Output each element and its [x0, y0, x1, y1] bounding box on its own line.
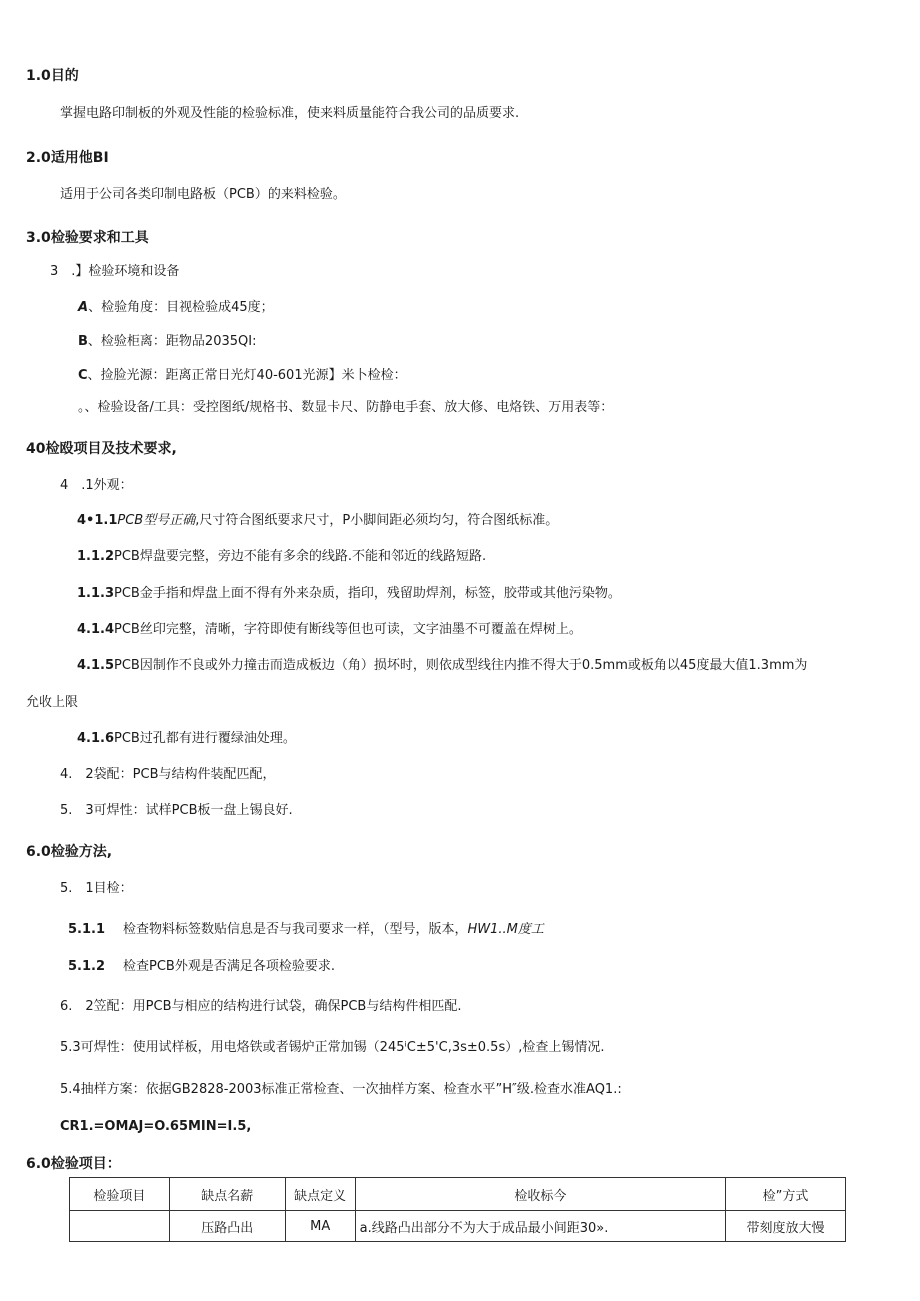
section-3-item-a [78, 298, 274, 318]
table-cell: MA [285, 1211, 355, 1242]
item-4-1-2-text: PCB焊盘要完整，旁边不能有多余的线路.不能和邻近的线路短路. [114, 549, 487, 564]
item-b-text: 、检验柜离：距物品2035QI: [87, 334, 257, 349]
section-1-body: 掌握电路印制板的外观及性能的检验标准，使来料质量能符合我公司的品质要求. [60, 106, 520, 121]
item-4-1-5 [77, 656, 807, 676]
item-4-1-5-continuation: 允收上限 [26, 695, 79, 710]
section-4-3: 5. 3可焊性：试样PCB板一盘上锡良好. [60, 803, 293, 818]
table-cell [70, 1211, 170, 1242]
inspection-table [69, 1177, 846, 1242]
item-5-1-2-text: 检查PCB外观是否满足各项检验要求. [123, 959, 335, 974]
aql-values: CR1.=OMAJ=O.65MIN=I.5, [60, 1119, 252, 1134]
section-items-heading: 6.0检验项目： [26, 1156, 121, 1172]
table-header-cell: 缺点定义 [285, 1178, 355, 1211]
section-3-item-b [78, 332, 256, 352]
section-4-1: 4 .1外观： [60, 478, 133, 493]
section-1-heading [26, 66, 79, 86]
section-4-heading: 40检殴项目及技术要求, [26, 441, 177, 457]
section-2-number: 2.0 [26, 150, 51, 166]
item-4-1-2 [77, 547, 486, 567]
section-methods-heading: 6.0检验方法, [26, 844, 113, 860]
item-c-mark: C [78, 368, 88, 383]
section-5-2: 6. 2笠配：用PCB与相应的结构进行试袋，确保PCB与结构件相匹配. [60, 999, 462, 1014]
item-a-text: 、检验角度：目视检验成45度； [88, 300, 274, 315]
table-header-cell: 检收标今 [355, 1178, 725, 1211]
item-4-1-5-text: PCB因制作不良或外力撞击而造成板边（角）损坏时，则依成型线往内推不得大于0.5mm或板角以45度最大值1.3mm为 [114, 658, 808, 673]
table-cell: 压路凸出 [169, 1211, 285, 1242]
item-4-1-4 [77, 620, 582, 640]
item-b-mark: B [78, 334, 88, 349]
table-header-cell: 缺点名薪 [169, 1178, 285, 1211]
section-5-4: 5.4抽样方案：依据GB2828-2003标准正常检查、一次抽样方案、检查水平”H″级.检查水准AQ1.: [60, 1082, 622, 1097]
section-3-item-d: 。、检验设备/工具：受控图纸/规格书、数显卡尺、防静电手套、放大修、电烙铁、万用表等： [78, 400, 614, 415]
item-5-1-2 [68, 957, 335, 977]
item-4-1-5-number: 4.1.5 [77, 658, 115, 673]
section-3-number: 3.0 [26, 230, 51, 246]
item-5-1-1-text: 检查物料标签数贴信息是否与我司要求一样，（型号，版本， [123, 922, 468, 937]
section-5-3: 5.3可焊性：使用试样板，用电烙铁或者锡炉正常加锡（245ⁱC±5'C,3s±0.5s）,检查上锡情况. [60, 1040, 605, 1055]
item-5-1-1 [68, 920, 544, 940]
table-cell: a.线路凸出部分不为大于成品最小间距30». [355, 1211, 725, 1242]
item-a-mark: A [78, 300, 89, 315]
item-4-1-2-number: 1.1.2 [77, 549, 115, 564]
item-4-1-3-number: 1.1.3 [77, 586, 115, 601]
section-3-1: 3 .】检验环境和设备 [50, 264, 180, 279]
table-row [70, 1211, 846, 1242]
item-c-text: 、捡脸光源：距离正常日光灯40-601光源】米卜检检： [87, 368, 407, 383]
item-4-1-1-emphasis: PCB型号正确 [117, 513, 196, 528]
section-1-number: 1.0 [26, 68, 51, 84]
section-2-body: 适用于公司各类印制电路板（PCB）的来料检验。 [60, 187, 346, 202]
item-5-1-1-number: 5.1.1 [68, 922, 106, 937]
section-3-heading [26, 228, 149, 248]
table-header-cell: 检”方式 [726, 1178, 846, 1211]
section-1-title: 目的 [50, 68, 79, 84]
item-4-1-3-text: PCB金手指和焊盘上面不得有外来杂质，指印，残留助焊剂，标签，胶带或其他污染物。 [114, 586, 621, 601]
item-4-1-6 [77, 729, 296, 749]
table-header-cell: 检验项目 [70, 1178, 170, 1211]
section-3-item-c [78, 366, 407, 386]
item-4-1-1 [77, 511, 558, 531]
section-2-heading [26, 148, 109, 168]
item-4-1-1-number: 4•1.1 [77, 513, 118, 528]
table-cell: 带刻度放大慢 [726, 1211, 846, 1242]
item-5-1-2-number: 5.1.2 [68, 959, 106, 974]
item-4-1-4-text: PCB丝印完整，清晰，字符即使有断线等但也可读，文字油墨不可覆盖在焊树上。 [114, 622, 582, 637]
table-header-row [70, 1178, 846, 1211]
section-2-title: 适用他BI [50, 150, 109, 166]
section-4-2: 4. 2袋配：PCB与结构件装配匹配， [60, 767, 276, 782]
item-4-1-6-text: PCB过孔都有进行覆绿油处理。 [114, 731, 296, 746]
item-5-1-1-emphasis: HW1..M度工 [467, 922, 544, 937]
item-4-1-3 [77, 584, 621, 604]
item-4-1-1-text: ,尺寸符合图纸要求尺寸，P小脚间距必须均匀，符合图纸标准。 [195, 513, 559, 528]
item-4-1-6-number: 4.1.6 [77, 731, 115, 746]
item-4-1-4-number: 4.1.4 [77, 622, 115, 637]
section-3-title: 检验要求和工具 [50, 230, 149, 246]
section-5-1: 5. 1目检： [60, 881, 133, 896]
